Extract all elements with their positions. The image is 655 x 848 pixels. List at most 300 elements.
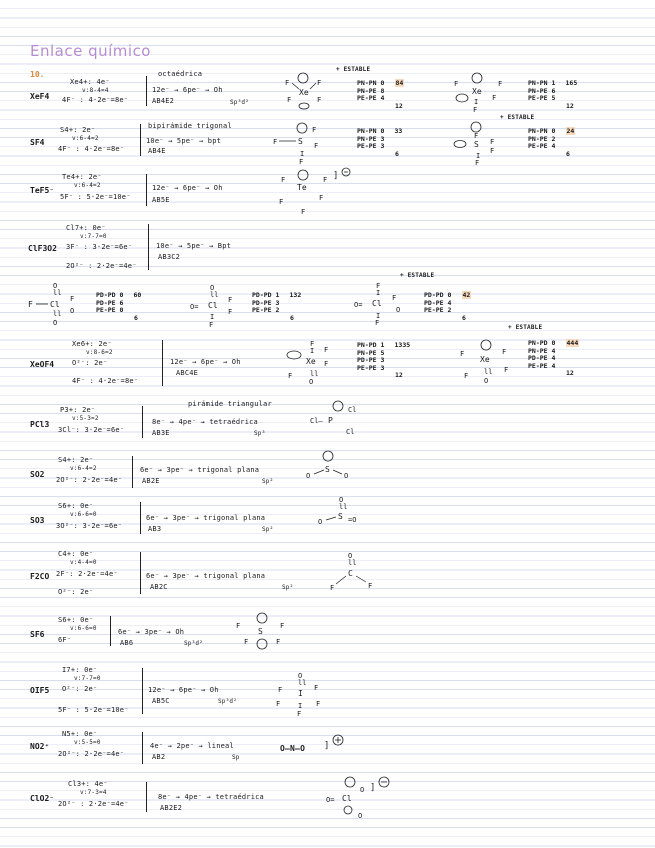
svg-text:O: O	[358, 812, 363, 820]
pair-total: 12	[395, 371, 403, 380]
pair-type: PD-PE	[96, 298, 116, 307]
svg-text:F: F	[330, 584, 335, 592]
molecule-sketch	[318, 494, 374, 530]
svg-text:ll: ll	[298, 679, 307, 687]
pair-count: 2	[275, 306, 280, 315]
svg-text:Cl–: Cl–	[310, 417, 323, 425]
step-line: Sp²	[262, 526, 274, 533]
svg-text:F: F	[324, 346, 329, 354]
svg-text:Cl: Cl	[208, 301, 218, 310]
divider	[140, 502, 141, 534]
pair-type: PD-PD	[424, 291, 444, 299]
calc-line: O²⁻: 2e⁻	[62, 685, 98, 693]
pair-table	[96, 292, 141, 322]
divider	[148, 224, 149, 270]
molecule-sketch	[28, 280, 98, 330]
formula: SF4	[30, 138, 45, 147]
step-line: AB5C	[152, 697, 170, 705]
svg-text:I: I	[298, 702, 303, 710]
calc-line: 2O²⁻: 2·2e⁻=4e⁻	[58, 750, 125, 758]
pair-count: 2	[447, 306, 452, 315]
svg-text:I: I	[376, 289, 381, 297]
step-line: 6e⁻ → 3pe⁻ → Oh	[118, 628, 185, 636]
svg-text:Cl: Cl	[348, 406, 357, 414]
formula: ClO2⁻	[30, 794, 55, 803]
energy-value: 24	[566, 127, 575, 135]
molecule-sketch	[304, 448, 360, 484]
pair-type: PE-PE	[357, 94, 377, 103]
svg-text:I: I	[210, 313, 215, 321]
svg-text:F: F	[236, 622, 241, 630]
svg-text:F: F	[464, 372, 469, 380]
molecule-sketch	[330, 550, 380, 594]
pair-count: 4	[551, 346, 556, 355]
divider	[140, 552, 141, 594]
pair-count: 4	[551, 354, 556, 363]
svg-text:Xe: Xe	[299, 88, 309, 97]
pair-count: 3	[380, 363, 385, 372]
svg-text:F: F	[276, 700, 281, 708]
molecule-sketch	[236, 610, 292, 652]
svg-text:F: F	[319, 194, 324, 202]
svg-text:ll: ll	[310, 370, 319, 378]
stable-label: + ESTABLE	[336, 66, 371, 73]
formula: SO2	[30, 470, 45, 479]
svg-text:F: F	[492, 94, 497, 102]
svg-text:F: F	[70, 295, 75, 303]
pair-count: 3	[380, 356, 385, 365]
pair-total: 6	[290, 313, 294, 322]
pair-type: PN-PD	[357, 341, 377, 349]
divider	[146, 76, 147, 106]
svg-text:F: F	[323, 176, 328, 184]
svg-text:I: I	[300, 150, 305, 158]
svg-text:O: O	[396, 306, 401, 314]
pair-type: PN-PE	[528, 346, 548, 355]
calc-line: v:6-4=2	[74, 182, 101, 189]
step-line: Sp³d²	[184, 640, 204, 647]
svg-text:F: F	[490, 138, 495, 146]
calc-line: I7+: 0e⁻	[62, 666, 98, 674]
svg-text:]: ]	[333, 171, 339, 181]
svg-text:F: F	[473, 106, 478, 114]
pair-type: PE-PE	[528, 361, 548, 370]
calc-line: Xe4+: 4e⁻	[70, 78, 110, 86]
formula: XeOF4	[30, 360, 55, 369]
step-line: 8e⁻ → 4pe⁻ → tetraédrica	[152, 418, 258, 426]
calc-line: S4+: 2e⁻	[60, 126, 96, 134]
svg-text:F: F	[285, 79, 290, 87]
molecule-sketch	[275, 166, 360, 221]
svg-text:F: F	[276, 638, 281, 646]
svg-text:O: O	[298, 672, 303, 680]
stable-label: + ESTABLE	[508, 324, 543, 331]
svg-text:O=: O=	[190, 303, 199, 311]
svg-text:O: O	[339, 496, 344, 504]
molecule-sketch	[310, 398, 370, 440]
pair-type: PN-PN	[528, 127, 548, 135]
pair-type: PE-PE	[357, 142, 377, 151]
svg-text:S: S	[338, 512, 343, 521]
pair-count: 0	[447, 291, 452, 299]
calc-line: N5+: 0e⁻	[62, 730, 98, 738]
step-line: Sp³d²	[218, 698, 238, 705]
svg-text:F: F	[314, 684, 319, 692]
svg-text:F: F	[278, 686, 283, 694]
calc-line: v:4-4=0	[70, 559, 97, 566]
step-line: 12e⁻ → 6pe⁻ → Oh	[148, 686, 219, 694]
calc-line: Cl7+: 0e⁻	[66, 224, 106, 232]
svg-text:O: O	[484, 377, 489, 385]
formula: SO3	[30, 516, 45, 525]
svg-text:O: O	[53, 319, 58, 327]
svg-text:F: F	[376, 282, 381, 290]
pair-total: 6	[395, 149, 399, 158]
svg-text:O=: O=	[354, 301, 363, 309]
energy-value: 33	[394, 127, 403, 135]
calc-line: O²⁻: 2e⁻	[72, 359, 108, 367]
divider	[142, 668, 143, 714]
step-line: AB2E	[142, 477, 160, 485]
divider	[140, 124, 141, 156]
svg-text:F: F	[375, 319, 380, 327]
svg-text:O: O	[344, 472, 349, 480]
calc-line: 3Cl⁻: 3·2e⁻=6e⁻	[58, 426, 125, 434]
calc-line: v:5-3=2	[72, 415, 99, 422]
pair-type: PD-PE	[252, 298, 272, 307]
pair-type: PE-PE	[424, 306, 444, 315]
molecule-sketch	[450, 70, 520, 115]
energy-value: 42	[462, 291, 471, 299]
calc-line: v:6-6=0	[70, 625, 97, 632]
svg-text:I: I	[376, 312, 381, 320]
pair-type: PE-PE	[528, 94, 548, 103]
calc-line: 3F⁻ : 3·2e⁻=6e⁻	[66, 243, 133, 251]
svg-text:I: I	[310, 347, 315, 355]
stable-label: + ESTABLE	[500, 114, 535, 121]
calc-line: 6F⁻	[58, 636, 72, 644]
svg-text:ll: ll	[53, 310, 62, 318]
formula: TeF5⁻	[30, 186, 55, 195]
step-line: 6e⁻ → 3pe⁻ → trigonal plana	[146, 514, 266, 522]
pair-type: PN-PN	[528, 79, 548, 87]
pair-type: PE-PE	[252, 306, 272, 315]
divider	[146, 174, 147, 206]
svg-text:F: F	[314, 142, 319, 150]
energy-value: 132	[289, 291, 302, 299]
geometry-label: octaédrica	[158, 70, 203, 78]
svg-text:F: F	[498, 80, 503, 88]
step-line: AB2C	[150, 583, 168, 591]
calc-line: S4+: 2e⁻	[58, 456, 94, 464]
formula: XeF4	[30, 92, 50, 101]
pair-type: PD-PE	[528, 354, 548, 363]
calc-line: 4F⁻ : 4·2e⁻=8e⁻	[58, 145, 125, 153]
pair-count: 4	[551, 361, 556, 370]
step-line: Sp	[232, 754, 240, 761]
svg-text:O: O	[306, 472, 311, 480]
pair-total: 12	[566, 369, 574, 378]
step-line: Sp²	[262, 478, 274, 485]
energy-value: 444	[566, 339, 579, 347]
molecule-sketch	[354, 280, 419, 325]
energy-value: 165	[565, 79, 578, 87]
svg-text:F: F	[392, 294, 397, 302]
svg-text:F: F	[209, 321, 214, 329]
calc-line: v:6-6=0	[70, 511, 97, 518]
step-line: 4e⁻ → 2pe⁻ → lineal	[150, 742, 234, 750]
svg-text:I: I	[474, 98, 479, 106]
calc-line: 5F⁻ : 5·2e⁻=10e⁻	[60, 193, 131, 201]
svg-text:F: F	[490, 147, 495, 155]
geometry-label: bipirámide trigonal	[148, 122, 232, 130]
step-line: 12e⁻ → 6pe⁻ → Oh	[152, 86, 223, 94]
svg-text:]: ]	[324, 741, 330, 751]
stable-label: + ESTABLE	[400, 272, 435, 279]
svg-text:ll: ll	[53, 289, 62, 297]
calc-line: 4F⁻ : 4·2e⁻=8e⁻	[62, 96, 129, 104]
pair-count: 0	[380, 127, 385, 135]
pair-count: 4	[447, 298, 452, 307]
pair-table	[357, 128, 402, 158]
pair-count: 1	[275, 291, 280, 299]
svg-text:S: S	[298, 137, 303, 146]
pair-count: 0	[119, 306, 124, 315]
formula: PCl3	[30, 420, 50, 429]
svg-text:I: I	[476, 152, 481, 160]
pair-type: PN-PN	[357, 127, 377, 135]
svg-text:F: F	[312, 126, 317, 134]
pair-type: PN-PE	[357, 134, 377, 143]
pair-total: 6	[134, 313, 138, 322]
step-line: 8e⁻ → 4pe⁻ → tetraédrica	[158, 793, 264, 801]
pair-count: 3	[380, 134, 385, 143]
svg-text:O: O	[309, 378, 314, 386]
pair-type: PD-PE	[424, 298, 444, 307]
pair-table	[424, 292, 471, 322]
svg-text:F: F	[279, 198, 284, 206]
calc-line: 3O²⁻: 3·2e⁻=6e⁻	[56, 522, 123, 530]
pair-table	[357, 80, 404, 110]
calc-line: 2O²⁻: 2·2e⁻=4e⁻	[56, 476, 123, 484]
svg-text:ll: ll	[484, 368, 493, 376]
svg-text:F: F	[281, 176, 286, 184]
pair-type: PD-PE	[357, 356, 377, 365]
pair-count: 0	[551, 339, 556, 347]
molecule-sketch	[274, 670, 330, 720]
step-line: AB2E2	[160, 804, 183, 812]
svg-text:F: F	[454, 80, 459, 88]
calc-line: v:8-6=2	[86, 349, 113, 356]
pair-count: 4	[551, 142, 556, 151]
calc-line: v:8-4=4	[82, 87, 109, 94]
calc-line: C4+: 0e⁻	[58, 550, 94, 558]
svg-text:Xe: Xe	[306, 357, 316, 366]
svg-text:F: F	[504, 366, 509, 374]
pair-count: 1	[380, 341, 385, 349]
pair-type: PE-PE	[357, 363, 377, 372]
step-line: Sp³	[254, 430, 266, 437]
pair-count: 4	[380, 94, 385, 103]
calc-line: Cl3+: 4e⁻	[68, 780, 108, 788]
svg-text:O: O	[70, 307, 75, 315]
svg-text:Cl: Cl	[372, 299, 382, 308]
pair-type: PN-PD	[528, 339, 548, 347]
energy-value: 1335	[394, 341, 411, 349]
pair-count: 2	[551, 134, 556, 143]
svg-text:S: S	[325, 465, 330, 474]
pair-total: 6	[462, 313, 466, 322]
svg-text:ll: ll	[210, 291, 219, 299]
pair-table	[252, 292, 301, 322]
step-line: AB5E	[152, 196, 170, 204]
svg-text:O=: O=	[326, 796, 335, 804]
step-line: AB2	[152, 753, 166, 761]
calc-line: v:7-7=0	[74, 675, 101, 682]
divider	[132, 456, 133, 488]
svg-text:S: S	[474, 140, 479, 149]
divider	[146, 782, 147, 812]
svg-text:Xe: Xe	[480, 355, 490, 364]
svg-text:F: F	[288, 372, 293, 380]
svg-text:F: F	[228, 308, 233, 316]
step-line: AB4E2	[152, 97, 175, 105]
svg-text:O: O	[360, 786, 365, 794]
step-line: AB4E	[148, 147, 166, 155]
calc-line: O²⁻: 2e⁻	[58, 588, 94, 596]
step-line: 10e⁻ → 5pe⁻ → bpt	[146, 137, 222, 145]
svg-text:Cl: Cl	[342, 794, 352, 803]
divider	[142, 406, 143, 438]
step-line: 12e⁻ → 6pe⁻ → Oh	[152, 184, 223, 192]
geometry-label: pirámide triangular	[188, 400, 272, 408]
svg-text:O: O	[53, 282, 58, 290]
energy-value: 60	[133, 291, 142, 299]
calc-line: v:6-4=2	[72, 135, 99, 142]
divider	[110, 616, 111, 646]
svg-text:C: C	[348, 569, 353, 578]
step-line: Sp³d²	[230, 99, 250, 106]
molecule-sketch	[282, 338, 352, 388]
svg-text:O: O	[210, 284, 215, 292]
svg-text:F: F	[502, 348, 507, 356]
pair-count: 0	[119, 291, 124, 299]
svg-text:F: F	[280, 622, 285, 630]
step-line: 6e⁻ → 3pe⁻ → trigonal plana	[146, 572, 266, 580]
step-line: 6e⁻ → 3pe⁻ → trigonal plana	[140, 466, 260, 474]
pair-type: PN-PE	[528, 134, 548, 143]
calc-line: Xe6+: 2e⁻	[72, 340, 112, 348]
svg-text:F: F	[244, 638, 249, 646]
svg-text:O: O	[348, 552, 353, 560]
svg-text:F: F	[316, 700, 321, 708]
page-title: Enlace químico	[30, 42, 151, 60]
formula: OIF5	[30, 686, 50, 695]
pair-type: PN-PE	[357, 86, 377, 95]
step-line: 12e⁻ → 6pe⁻ → Oh	[170, 358, 241, 366]
svg-text:]: ]	[370, 783, 376, 793]
calc-line: v:5-5=0	[74, 739, 101, 746]
molecule-sketch	[190, 282, 250, 327]
svg-text:F: F	[317, 96, 322, 104]
step-line: AB3C2	[158, 253, 181, 261]
pair-type: PN-PE	[357, 348, 377, 357]
pair-count: 3	[380, 142, 385, 151]
calc-line: 2F⁻: 2·2e⁻=4e⁻	[56, 570, 118, 578]
molecule-sketch	[272, 120, 342, 165]
pair-type: PD-PD	[252, 291, 272, 299]
formula: NO2⁺	[30, 742, 50, 751]
svg-text:F: F	[297, 710, 302, 718]
pair-type: PN-PN	[357, 79, 377, 87]
pair-count: 6	[119, 298, 124, 307]
divider	[162, 340, 163, 386]
linear-structure: O–N–O	[280, 744, 306, 753]
pair-type: PE-PE	[96, 306, 116, 315]
calc-line: P3+: 2e⁻	[60, 406, 96, 414]
svg-text:=O: =O	[348, 516, 357, 524]
problem-number: 10.	[30, 70, 45, 79]
svg-text:Xe: Xe	[472, 87, 482, 96]
divider	[142, 732, 143, 764]
svg-text:Cl: Cl	[50, 300, 60, 309]
svg-text:F: F	[301, 208, 306, 216]
molecule-sketch	[326, 774, 406, 820]
svg-text:F: F	[368, 582, 373, 590]
pair-total: 12	[395, 101, 403, 110]
svg-text:F: F	[310, 340, 315, 348]
molecule-sketch	[448, 120, 518, 165]
calc-line: 2O²⁻ : 2·2e⁻=4e⁻	[66, 262, 137, 270]
formula: F2CO	[30, 572, 50, 581]
calc-line: S6+: 0e⁻	[58, 616, 94, 624]
svg-text:Te: Te	[297, 183, 307, 192]
svg-text:ll: ll	[339, 503, 348, 511]
svg-text:O: O	[318, 518, 323, 526]
calc-line: 2O²⁻ : 2·2e⁻=4e⁻	[58, 800, 129, 808]
pair-table	[528, 80, 577, 110]
svg-text:Cl: Cl	[346, 428, 355, 436]
svg-text:F: F	[228, 296, 233, 304]
charge-sign	[324, 734, 348, 754]
pair-count: 5	[551, 94, 556, 103]
step-line: ABC4E	[176, 369, 199, 377]
molecule-sketch	[458, 338, 528, 388]
step-line: AB3E	[152, 429, 170, 437]
calc-line: 4F⁻ : 4·2e⁻=8e⁻	[72, 377, 139, 385]
energy-value: 84	[395, 79, 404, 87]
pair-table	[357, 342, 410, 380]
pair-type: PE-PE	[528, 142, 548, 151]
svg-text:ll: ll	[348, 559, 357, 567]
pair-count: 0	[380, 79, 385, 87]
calc-line: Te4+: 2e⁻	[62, 173, 102, 181]
pair-count: 0	[551, 127, 556, 135]
pair-total: 6	[566, 149, 570, 158]
pair-count: 6	[551, 86, 556, 95]
svg-text:F: F	[474, 132, 479, 140]
pair-count: 8	[380, 86, 385, 95]
calc-line: S6+: 0e⁻	[58, 502, 94, 510]
molecule-sketch	[275, 68, 345, 118]
svg-text:I: I	[298, 689, 303, 698]
svg-text:P: P	[328, 416, 333, 425]
pair-count: 5	[380, 348, 385, 357]
formula: ClF3O2	[28, 244, 57, 253]
svg-text:F: F	[28, 300, 33, 309]
pair-type: PN-PE	[528, 86, 548, 95]
step-line: AB6	[120, 639, 134, 647]
